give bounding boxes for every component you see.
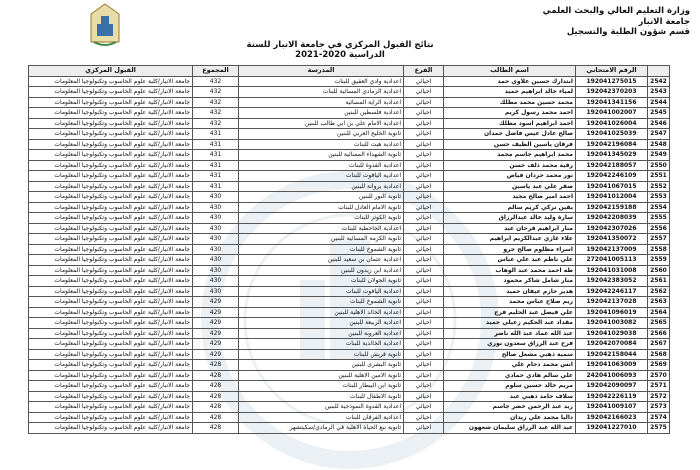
exam-number-cell: 192041067015 <box>576 181 648 192</box>
exam-number-cell: 192042196084 <box>576 139 648 150</box>
student-name-cell: هدير حازم عيفان حميد <box>444 286 576 297</box>
branch-cell: احيائي <box>404 150 444 161</box>
school-cell: اعدادية الرمادي المسائية للبنات <box>239 87 404 98</box>
branch-cell: احيائي <box>404 423 444 434</box>
total-cell: 429 <box>193 297 239 308</box>
total-cell: 431 <box>193 139 239 150</box>
school-cell: اعدادية ابن زيدون للبنين <box>239 265 404 276</box>
school-cell: اعدادية القدوة للبنات <box>239 160 404 171</box>
table-row <box>29 202 670 213</box>
table-row <box>29 118 670 129</box>
branch-cell: احيائي <box>404 339 444 350</box>
school-cell: اعدادية الياقوت للبنات <box>239 171 404 182</box>
table-row <box>29 370 670 381</box>
school-cell: ثانوية الكرمة المسائية للبنين <box>239 234 404 245</box>
page-title: نتائج القبول المركزي في جامعة الانبار للسنة الدراسية 2020-2021 <box>246 40 434 60</box>
branch-cell: احيائي <box>404 202 444 213</box>
total-cell: 430 <box>193 234 239 245</box>
central-admission-cell: جامعة الانبار/كلية علوم الحاسوب وتكنولوجيا المعلومات <box>29 265 193 276</box>
table-row <box>29 97 670 108</box>
branch-cell: احيائي <box>404 118 444 129</box>
student-name-cell: علاء غازي عبدالكريم ابراهيم <box>444 234 576 245</box>
table-row <box>29 276 670 287</box>
school-cell: ثانوية الكوثر للبنات <box>239 213 404 224</box>
sequence-cell: 2574 <box>648 412 670 423</box>
sequence-cell: 2560 <box>648 265 670 276</box>
sequence-cell: 2543 <box>648 87 670 98</box>
total-cell: 430 <box>193 244 239 255</box>
table-row <box>29 108 670 119</box>
branch-cell: احيائي <box>404 360 444 371</box>
exam-number-cell: 192042188057 <box>576 160 648 171</box>
total-cell: 430 <box>193 286 239 297</box>
school-cell: ثانوية النور للبنين <box>239 192 404 203</box>
exam-number-cell: 192042246117 <box>576 286 648 297</box>
student-name-cell: اسراء مظلوم صالح جرو <box>444 244 576 255</box>
table-row <box>29 244 670 255</box>
branch-cell: احيائي <box>404 234 444 245</box>
sequence-cell: 2558 <box>648 244 670 255</box>
exam-number-cell: 192041026004 <box>576 118 648 129</box>
sequence-cell: 2565 <box>648 318 670 329</box>
branch-cell: احيائي <box>404 276 444 287</box>
branch-cell: احيائي <box>404 265 444 276</box>
school-cell: ثانوية الشموخ للبنات <box>239 244 404 255</box>
central-admission-cell: جامعة الانبار/كلية علوم الحاسوب وتكنولوجيا المعلومات <box>29 381 193 392</box>
school-cell: ثانوية الامام العادل للبنات <box>239 202 404 213</box>
exam-number-cell: 192041031008 <box>576 265 648 276</box>
exam-number-cell: 192041275015 <box>576 76 648 87</box>
sequence-cell: 2573 <box>648 402 670 413</box>
school-cell: اعدادية هيت للبنات <box>239 139 404 150</box>
table-row <box>29 318 670 329</box>
central-admission-cell: جامعة الانبار/كلية علوم الحاسوب وتكنولوجيا المعلومات <box>29 370 193 381</box>
total-cell: 430 <box>193 223 239 234</box>
school-cell: اعدادية الراية المسائية <box>239 97 404 108</box>
school-cell: اعدادية الربيعة للبنين <box>239 318 404 329</box>
sequence-cell: 2569 <box>648 360 670 371</box>
exam-number-cell: 192042307026 <box>576 223 648 234</box>
table-row <box>29 160 670 171</box>
student-name-cell: محمد حسين محمد مطلك <box>444 97 576 108</box>
university-name: جامعة الانبار <box>638 16 690 27</box>
sequence-cell: 2572 <box>648 391 670 402</box>
central-admission-cell: جامعة الانبار/كلية علوم الحاسوب وتكنولوجيا المعلومات <box>29 129 193 140</box>
central-admission-cell: جامعة الانبار/كلية علوم الحاسوب وتكنولوجيا المعلومات <box>29 423 193 434</box>
sequence-cell: 2563 <box>648 297 670 308</box>
total-cell: 431 <box>193 129 239 140</box>
table-row <box>29 286 670 297</box>
central-admission-cell: جامعة الانبار/كلية علوم الحاسوب وتكنولوجيا المعلومات <box>29 87 193 98</box>
central-admission-cell: جامعة الانبار/كلية علوم الحاسوب وتكنولوجيا المعلومات <box>29 276 193 287</box>
table-row <box>29 402 670 413</box>
sequence-cell: 2553 <box>648 192 670 203</box>
school-cell: اعدادية العروبة للبنين <box>239 328 404 339</box>
student-name-cell: مقداد عبد الحكيم زعيلي حميد <box>444 318 576 329</box>
table-row <box>29 76 670 87</box>
central-admission-cell: جامعة الانبار/كلية علوم الحاسوب وتكنولوجيا المعلومات <box>29 307 193 318</box>
school-cell: اعدادية فلسطين للبنين <box>239 108 404 119</box>
table-row <box>29 412 670 423</box>
central-admission-cell: جامعة الانبار/كلية علوم الحاسوب وتكنولوجيا المعلومات <box>29 328 193 339</box>
exam-number-cell: 192041029038 <box>576 328 648 339</box>
student-name-header: اسم الطالب <box>444 66 576 77</box>
exam-number-cell: 192041227010 <box>576 423 648 434</box>
student-name-cell: عبد الله عماد عبد الله ناصر <box>444 328 576 339</box>
student-name-cell: علي فيصل عبد الحليم فرج <box>444 307 576 318</box>
central-admission-cell: جامعة الانبار/كلية علوم الحاسوب وتكنولوجيا المعلومات <box>29 181 193 192</box>
sequence-cell: 2567 <box>648 339 670 350</box>
sequence-cell: 2548 <box>648 139 670 150</box>
student-name-cell: انس محمد دحام علي <box>444 360 576 371</box>
school-cell: اعدادية الامام علي بن ابي طالب للبنين <box>239 118 404 129</box>
table-row <box>29 234 670 245</box>
central-admission-cell: جامعة الانبار/كلية علوم الحاسوب وتكنولوجيا المعلومات <box>29 318 193 329</box>
total-cell: 429 <box>193 328 239 339</box>
branch-cell: احيائي <box>404 192 444 203</box>
branch-cell: احيائي <box>404 87 444 98</box>
student-name-cell: زيد عبد الرحمن خضر جاسم <box>444 402 576 413</box>
sequence-cell: 2570 <box>648 370 670 381</box>
branch-cell: احيائي <box>404 318 444 329</box>
student-name-cell: يقين تركي كريم سالم <box>444 202 576 213</box>
central-admission-cell: جامعة الانبار/كلية علوم الحاسوب وتكنولوجيا المعلومات <box>29 402 193 413</box>
school-cell: ثانوية ابن البيطار للبنات <box>239 381 404 392</box>
branch-header: الفرع <box>404 66 444 77</box>
exam-number-cell: 192042370203 <box>576 87 648 98</box>
central-admission-cell: جامعة الانبار/كلية علوم الحاسوب وتكنولوجيا المعلومات <box>29 171 193 182</box>
exam-number-cell: 272041005113 <box>576 255 648 266</box>
table-row <box>29 381 670 392</box>
table-row <box>29 328 670 339</box>
total-cell: 432 <box>193 76 239 87</box>
sequence-cell: 2557 <box>648 234 670 245</box>
school-cell: ثانوية الجولان للبنات <box>239 276 404 287</box>
table-row <box>29 423 670 434</box>
sequence-cell: 2555 <box>648 213 670 224</box>
total-cell: 430 <box>193 255 239 266</box>
student-name-cell: رقية محمد ذلف حسن <box>444 160 576 171</box>
student-name-cell: احمد محمد رسول كريم <box>444 108 576 119</box>
sequence-cell: 2550 <box>648 160 670 171</box>
exam-number-cell: 192041009107 <box>576 402 648 413</box>
table-row <box>29 171 670 182</box>
total-cell: 428 <box>193 412 239 423</box>
exam-number-cell: 192041345029 <box>576 150 648 161</box>
university-logo <box>86 2 124 50</box>
student-name-cell: مريم خالد حسين سلوم <box>444 381 576 392</box>
central-admission-cell: جامعة الانبار/كلية علوم الحاسوب وتكنولوجيا المعلومات <box>29 202 193 213</box>
total-cell: 430 <box>193 213 239 224</box>
sequence-cell: 2561 <box>648 276 670 287</box>
table-row <box>29 223 670 234</box>
central-admission-cell: جامعة الانبار/كلية علوم الحاسوب وتكنولوجيا المعلومات <box>29 108 193 119</box>
branch-cell: احيائي <box>404 108 444 119</box>
student-name-cell: عبد الله عبد الرزاق سليمان شعهون <box>444 423 576 434</box>
total-cell: 428 <box>193 360 239 371</box>
ministry-name: وزارة التعليم العالي والبحث العلمي <box>542 6 690 16</box>
sequence-cell: 2564 <box>648 307 670 318</box>
exam-number-cell: 192042383052 <box>576 276 648 287</box>
sequence-cell: 2547 <box>648 129 670 140</box>
branch-cell: احيائي <box>404 412 444 423</box>
school-cell: اعدادية القدوة النموذجية للبنين <box>239 402 404 413</box>
branch-cell: احيائي <box>404 223 444 234</box>
total-cell: 430 <box>193 192 239 203</box>
student-name-cell: صالح عادل عيس فاضل حمدان <box>444 129 576 140</box>
school-cell: اعدادية الخالد الاهلية للبنين <box>239 307 404 318</box>
exam-number-cell: 192041025039 <box>576 129 648 140</box>
central-admission-cell: جامعة الانبار/كلية علوم الحاسوب وتكنولوجيا المعلومات <box>29 391 193 402</box>
school-cell: ثانوية الخليج العربي للبنين <box>239 129 404 140</box>
exam-number-cell: 192041350072 <box>576 234 648 245</box>
table-row <box>29 129 670 140</box>
branch-cell: احيائي <box>404 244 444 255</box>
central-admission-header: القبول المركزي <box>29 66 193 77</box>
total-cell: 431 <box>193 171 239 182</box>
table-row <box>29 192 670 203</box>
student-name-cell: فرح عبد الرزاق سعدون نوري <box>444 339 576 350</box>
table-row <box>29 150 670 161</box>
branch-cell: احيائي <box>404 286 444 297</box>
sequence-cell: 2552 <box>648 181 670 192</box>
table-row <box>29 297 670 308</box>
school-cell: اعدادية بروانة للبنين <box>239 181 404 192</box>
total-cell: 431 <box>193 181 239 192</box>
central-admission-cell: جامعة الانبار/كلية علوم الحاسوب وتكنولوجيا المعلومات <box>29 234 193 245</box>
exam-number-cell: 192042166023 <box>576 412 648 423</box>
total-cell: 430 <box>193 265 239 276</box>
exam-number-header: الرقم الامتحاني <box>576 66 648 77</box>
total-cell: 432 <box>193 97 239 108</box>
table-body <box>29 76 670 433</box>
branch-cell: احيائي <box>404 402 444 413</box>
branch-cell: احيائي <box>404 370 444 381</box>
sequence-cell: 2566 <box>648 328 670 339</box>
student-name-cell: منار ابراهيم فرحان عبد <box>444 223 576 234</box>
student-name-cell: احمد ابراهيم اسود مطلك <box>444 118 576 129</box>
central-admission-cell: جامعة الانبار/كلية علوم الحاسوب وتكنولوجيا المعلومات <box>29 150 193 161</box>
branch-cell: احيائي <box>404 307 444 318</box>
branch-cell: احيائي <box>404 160 444 171</box>
department-name: قسم شؤون الطلبة والتسجيل <box>566 27 690 37</box>
student-name-cell: داليا محمد علي زيدان <box>444 412 576 423</box>
school-header: المدرسة <box>239 66 404 77</box>
sequence-cell: 2551 <box>648 171 670 182</box>
total-cell: 428 <box>193 370 239 381</box>
sequence-header <box>648 66 670 77</box>
total-header: المجموع <box>193 66 239 77</box>
exam-number-cell: 192042159188 <box>576 202 648 213</box>
table-row <box>29 349 670 360</box>
central-admission-cell: جامعة الانبار/كلية علوم الحاسوب وتكنولوجيا المعلومات <box>29 223 193 234</box>
branch-cell: احيائي <box>404 328 444 339</box>
branch-cell: احيائي <box>404 349 444 360</box>
school-cell: اعدادية وادي العقيق للبنات <box>239 76 404 87</box>
school-cell: ثانوية الشهداء المسائية للبنين <box>239 150 404 161</box>
branch-cell: احيائي <box>404 213 444 224</box>
branch-cell: احيائي <box>404 97 444 108</box>
table-row <box>29 265 670 276</box>
table-row <box>29 255 670 266</box>
student-name-cell: سارة وليد خالد عبدالرزاق <box>444 213 576 224</box>
central-admission-cell: جامعة الانبار/كلية علوم الحاسوب وتكنولوجيا المعلومات <box>29 192 193 203</box>
sequence-cell: 2571 <box>648 381 670 392</box>
total-cell: 429 <box>193 339 239 350</box>
central-admission-cell: جامعة الانبار/كلية علوم الحاسوب وتكنولوجيا المعلومات <box>29 160 193 171</box>
branch-cell: احيائي <box>404 139 444 150</box>
school-cell: اعدادية الجاحظية للبنات <box>239 223 404 234</box>
total-cell: 428 <box>193 391 239 402</box>
ministry-header <box>543 6 690 38</box>
central-admission-cell: جامعة الانبار/كلية علوم الحاسوب وتكنولوجيا المعلومات <box>29 412 193 423</box>
total-cell: 428 <box>193 402 239 413</box>
student-name-cell: علي سالم هادي حمادي <box>444 370 576 381</box>
sequence-cell: 2559 <box>648 255 670 266</box>
student-name-cell: نور محمد حردان فياض <box>444 171 576 182</box>
exam-number-cell: 242041006093 <box>576 370 648 381</box>
table-row <box>29 213 670 224</box>
table-row <box>29 87 670 98</box>
central-admission-cell: جامعة الانبار/كلية علوم الحاسوب وتكنولوجيا المعلومات <box>29 244 193 255</box>
table-row <box>29 360 670 371</box>
school-cell: اعدادية الفرقان للبنات <box>239 412 404 423</box>
exam-number-cell: 192042137009 <box>576 244 648 255</box>
school-cell: اعدادية الخالدية للبنات <box>239 339 404 350</box>
exam-number-cell: 192042137028 <box>576 297 648 308</box>
central-admission-cell: جامعة الانبار/كلية علوم الحاسوب وتكنولوجيا المعلومات <box>29 297 193 308</box>
central-admission-cell: جامعة الانبار/كلية علوم الحاسوب وتكنولوجيا المعلومات <box>29 97 193 108</box>
table-row <box>29 139 670 150</box>
branch-cell: احيائي <box>404 255 444 266</box>
branch-cell: احيائي <box>404 129 444 140</box>
sequence-cell: 2562 <box>648 286 670 297</box>
total-cell: 429 <box>193 349 239 360</box>
table-header-row <box>29 66 670 77</box>
sequence-cell: 2554 <box>648 202 670 213</box>
student-name-cell: لمياء خالد ابراهيم حميد <box>444 87 576 98</box>
school-cell: اعدادية عثمان بن سعيد للبنين <box>239 255 404 266</box>
table-row <box>29 391 670 402</box>
exam-number-cell: 192041003082 <box>576 318 648 329</box>
student-name-cell: ابتدارك حسين علاوي حمد <box>444 76 576 87</box>
total-cell: 430 <box>193 276 239 287</box>
branch-cell: احيائي <box>404 297 444 308</box>
central-admission-cell: جامعة الانبار/كلية علوم الحاسوب وتكنولوجيا المعلومات <box>29 360 193 371</box>
exam-number-cell: 192042090097 <box>576 381 648 392</box>
central-admission-cell: جامعة الانبار/كلية علوم الحاسوب وتكنولوجيا المعلومات <box>29 118 193 129</box>
student-name-cell: منار شامل شاكر محمود <box>444 276 576 287</box>
school-cell: ثانوية نبع الحياة الاهلية في الرمادي/سكيتشهر <box>239 423 404 434</box>
student-name-cell: سلاف حامد ذهبي عبد <box>444 391 576 402</box>
student-name-cell: ريم صلاح عباس محمد <box>444 297 576 308</box>
sequence-cell: 2556 <box>648 223 670 234</box>
student-name-cell: فرقان ياسين الطيف حسن <box>444 139 576 150</box>
total-cell: 429 <box>193 307 239 318</box>
exam-number-cell: 192041002007 <box>576 108 648 119</box>
student-name-cell: احمد امير صالح مجيد <box>444 192 576 203</box>
school-cell: ثانوية الامين الاهلية للبنين <box>239 370 404 381</box>
total-cell: 429 <box>193 318 239 329</box>
school-cell: ثانوية الاطفال للبنات <box>239 391 404 402</box>
table-row <box>29 339 670 350</box>
branch-cell: احيائي <box>404 171 444 182</box>
student-name-cell: محمد ابراهيم جاسم محمد <box>444 150 576 161</box>
sequence-cell: 2549 <box>648 150 670 161</box>
student-name-cell: طه احمد محمد عبد الوهاب <box>444 265 576 276</box>
table-row <box>29 181 670 192</box>
sequence-cell: 2544 <box>648 97 670 108</box>
total-cell: 432 <box>193 108 239 119</box>
school-cell: ثانوية البشرى للبنين <box>239 360 404 371</box>
total-cell: 431 <box>193 150 239 161</box>
student-name-cell: صقر علي عبد ياسين <box>444 181 576 192</box>
central-admission-cell: جامعة الانبار/كلية علوم الحاسوب وتكنولوجيا المعلومات <box>29 76 193 87</box>
sequence-cell: 2575 <box>648 423 670 434</box>
sequence-cell: 2545 <box>648 108 670 119</box>
central-admission-cell: جامعة الانبار/كلية علوم الحاسوب وتكنولوجيا المعلومات <box>29 286 193 297</box>
exam-number-cell: 192042246109 <box>576 171 648 182</box>
central-admission-cell: جامعة الانبار/كلية علوم الحاسوب وتكنولوجيا المعلومات <box>29 339 193 350</box>
admission-results-table <box>28 65 670 434</box>
exam-number-cell: 192041063009 <box>576 360 648 371</box>
total-cell: 428 <box>193 381 239 392</box>
total-cell: 432 <box>193 118 239 129</box>
branch-cell: احيائي <box>404 76 444 87</box>
exam-number-cell: 192041341156 <box>576 97 648 108</box>
total-cell: 430 <box>193 202 239 213</box>
school-cell: ثانوية الشموخ للبنات <box>239 297 404 308</box>
exam-number-cell: 192042158044 <box>576 349 648 360</box>
branch-cell: احيائي <box>404 181 444 192</box>
exam-number-cell: 192042208039 <box>576 213 648 224</box>
sequence-cell: 2568 <box>648 349 670 360</box>
total-cell: 432 <box>193 87 239 98</box>
exam-number-cell: 192041096019 <box>576 307 648 318</box>
exam-number-cell: 192042226119 <box>576 391 648 402</box>
total-cell: 431 <box>193 160 239 171</box>
student-name-cell: سمية ذهبي مشعل صالح <box>444 349 576 360</box>
central-admission-cell: جامعة الانبار/كلية علوم الحاسوب وتكنولوجيا المعلومات <box>29 139 193 150</box>
student-name-cell: علي ناظم عبد علي عباس <box>444 255 576 266</box>
branch-cell: احيائي <box>404 381 444 392</box>
exam-number-cell: 192042070084 <box>576 339 648 350</box>
central-admission-cell: جامعة الانبار/كلية علوم الحاسوب وتكنولوجيا المعلومات <box>29 349 193 360</box>
central-admission-cell: جامعة الانبار/كلية علوم الحاسوب وتكنولوجيا المعلومات <box>29 213 193 224</box>
school-cell: ثانوية قريش للبنات <box>239 349 404 360</box>
sequence-cell: 2546 <box>648 118 670 129</box>
total-cell: 428 <box>193 423 239 434</box>
table-row <box>29 307 670 318</box>
branch-cell: احيائي <box>404 391 444 402</box>
central-admission-cell: جامعة الانبار/كلية علوم الحاسوب وتكنولوجيا المعلومات <box>29 255 193 266</box>
sequence-cell: 2542 <box>648 76 670 87</box>
school-cell: اعدادية الياقوت للبنات <box>239 286 404 297</box>
exam-number-cell: 192041012004 <box>576 192 648 203</box>
